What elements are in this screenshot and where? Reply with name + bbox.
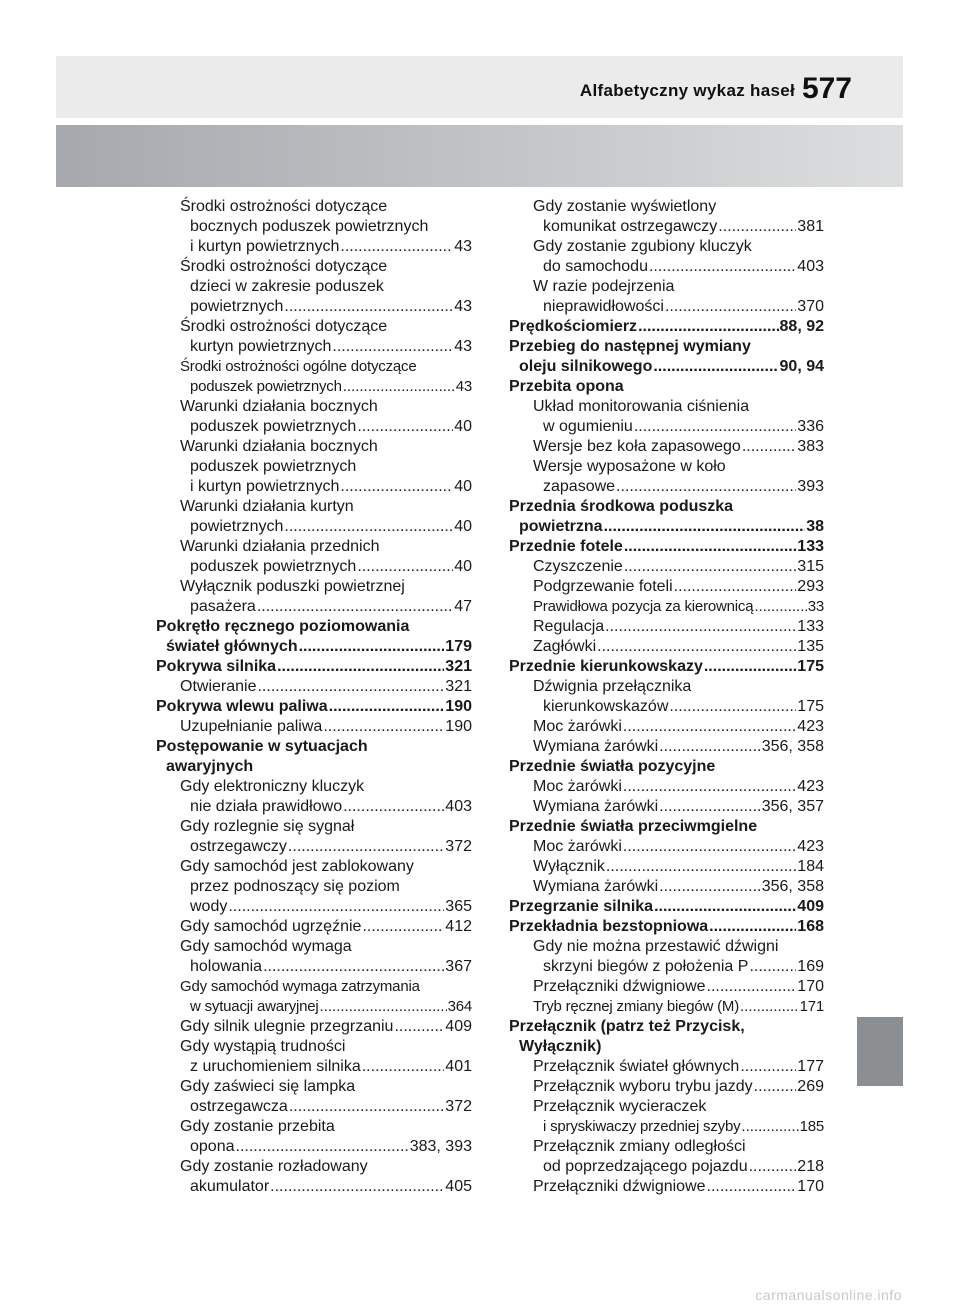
- entry-text: Gdy elektroniczny kluczyk: [180, 778, 365, 795]
- dot-leader: [362, 917, 444, 937]
- page-reference: 367: [445, 958, 472, 975]
- index-subentry: [156, 1157, 472, 1197]
- entry-text: Wyłącznik: [533, 858, 605, 875]
- entry-text: powietrznych: [190, 518, 284, 535]
- index-subentry: [509, 797, 824, 817]
- entry-text: holowania: [190, 958, 263, 975]
- dot-leader: [270, 1177, 444, 1197]
- page-reference: 135: [797, 638, 824, 655]
- index-subentry: [509, 997, 824, 1017]
- entry-text: nieprawidłowości: [543, 298, 664, 315]
- page-reference: 40: [454, 518, 472, 535]
- index-column-left: [156, 197, 472, 1197]
- index-subentry: [509, 857, 824, 877]
- index-subentry: [156, 437, 472, 497]
- dot-leader: [257, 677, 444, 697]
- entry-text: w sytuacji awaryjnej: [190, 998, 319, 1015]
- page-reference: 423: [797, 778, 824, 795]
- dot-leader: [604, 517, 806, 537]
- index-heading: [509, 897, 824, 917]
- entry-text: Wymiana żarówki: [533, 738, 659, 755]
- entry-text: Pokrywa wlewu paliwa: [156, 698, 328, 715]
- index-subentry: [509, 617, 824, 637]
- index-subentry: [509, 977, 824, 997]
- page-reference: 409: [445, 1018, 472, 1035]
- index-subentry: [156, 257, 472, 317]
- index-subentry: [156, 197, 472, 257]
- dot-leader: [362, 1057, 445, 1077]
- entry-text: i spryskiwaczy przedniej szyby: [543, 1118, 741, 1135]
- dot-leader: [236, 1137, 409, 1157]
- entry-text: Przekładnia bezstopniowa: [509, 918, 709, 935]
- index-subentry: [509, 837, 824, 857]
- dot-leader: [749, 1157, 797, 1177]
- page-reference: 184: [797, 858, 824, 875]
- page-reference: 133: [797, 618, 824, 635]
- page-reference: 47: [454, 598, 472, 615]
- dot-leader: [709, 917, 796, 937]
- page-reference: 33: [807, 598, 824, 615]
- entry-text: Prędkościomierz: [509, 318, 638, 335]
- index-heading: [509, 537, 824, 557]
- dot-leader: [320, 997, 447, 1017]
- page-reference: 381: [797, 218, 824, 235]
- entry-text: Przełącznik wycieraczek: [533, 1098, 707, 1115]
- dot-leader: [284, 517, 453, 537]
- page-reference: 43: [455, 378, 472, 395]
- dot-leader: [605, 617, 796, 637]
- entry-text: Warunki działania bocznych: [180, 398, 378, 415]
- dot-leader: [754, 597, 806, 617]
- entry-text: ostrzegawczy: [190, 838, 287, 855]
- dot-leader: [638, 317, 778, 337]
- entry-text: Przednie kierunkowskazy: [509, 658, 703, 675]
- page-reference: 393: [797, 478, 824, 495]
- index-subentry: [156, 717, 472, 737]
- index-heading: [509, 757, 824, 777]
- dot-leader: [623, 717, 796, 737]
- index-heading: [156, 697, 472, 717]
- entry-text: Gdy samochód wymaga zatrzymania: [180, 978, 420, 995]
- page-reference: 43: [454, 238, 472, 255]
- entry-text: Przebita opona: [509, 378, 624, 395]
- entry-text: Środki ostrożności ogólne dotyczące: [180, 358, 417, 375]
- index-subentry: [509, 937, 824, 977]
- entry-text: Przebieg do następnej wymiany: [509, 338, 751, 355]
- index-subentry: [156, 817, 472, 857]
- entry-text: Gdy samochód ugrzęźnie: [180, 918, 362, 935]
- page-reference: 405: [445, 1178, 472, 1195]
- dot-leader: [329, 697, 445, 717]
- entry-text: kierunkowskazów: [543, 698, 669, 715]
- page-reference: 169: [797, 958, 824, 975]
- page-reference: 372: [445, 838, 472, 855]
- entry-text: Pokrywa silnika: [156, 658, 277, 675]
- page-reference: 269: [797, 1078, 824, 1095]
- index-subentry: [509, 1177, 824, 1197]
- entry-text: Dźwignia przełącznika: [533, 678, 692, 695]
- index-subentry: [509, 637, 824, 657]
- entry-text: Wyłącznik poduszki powietrznej: [180, 578, 405, 595]
- dot-leader: [289, 1097, 444, 1117]
- entry-text: Postępowanie w sytuacjach: [156, 738, 368, 755]
- dot-leader: [228, 897, 444, 917]
- entry-text: Przełącznik (patrz też Przycisk,: [509, 1018, 745, 1035]
- entry-text: Uzupełnianie paliwa: [180, 718, 323, 735]
- index-heading: [156, 657, 472, 677]
- index-heading: [509, 917, 824, 937]
- index-heading: [509, 817, 824, 837]
- dot-leader: [740, 997, 799, 1017]
- entry-text: pasażera: [190, 598, 256, 615]
- page-reference: 38: [806, 518, 824, 535]
- index-subentry: [509, 1097, 824, 1137]
- footer-watermark: carmanualsonline.info: [755, 1287, 902, 1303]
- dot-leader: [624, 537, 796, 557]
- index-heading: [156, 737, 472, 777]
- entry-text: świateł głównych: [166, 638, 298, 655]
- entry-text: poduszek powietrznych: [190, 378, 342, 395]
- section-tab: [857, 1017, 903, 1086]
- entry-text: Gdy zostanie rozładowany: [180, 1158, 368, 1175]
- page-reference: 43: [454, 298, 472, 315]
- page-reference: 190: [445, 718, 472, 735]
- page-reference: 423: [797, 718, 824, 735]
- page-reference: 321: [445, 658, 472, 675]
- index-subentry: [509, 1057, 824, 1077]
- page-reference: 356, 357: [761, 798, 824, 815]
- index-subentry: [509, 277, 824, 317]
- entry-text: nie działa prawidłowo: [190, 798, 343, 815]
- index-subentry: [156, 1037, 472, 1077]
- dot-leader: [332, 337, 453, 357]
- entry-text: dzieci w zakresie poduszek: [190, 278, 384, 295]
- dot-leader: [277, 657, 444, 677]
- entry-text: Przełącznik zmiany odległości: [533, 1138, 746, 1155]
- entry-text: Gdy samochód jest zablokowany: [180, 858, 414, 875]
- index-subentry: [509, 437, 824, 457]
- dot-leader: [704, 657, 796, 677]
- index-subentry: [156, 917, 472, 937]
- entry-text: Moc żarówki: [533, 778, 622, 795]
- entry-text: powietrzna: [519, 518, 603, 535]
- index-subentry: [509, 717, 824, 737]
- entry-text: W razie podejrzenia: [533, 278, 675, 295]
- page-reference: 403: [445, 798, 472, 815]
- dot-leader: [357, 417, 453, 437]
- entry-text: Wersje wyposażone w koło: [533, 458, 726, 475]
- index-heading: [509, 337, 824, 377]
- dot-leader: [707, 1177, 797, 1197]
- dot-leader: [654, 897, 796, 917]
- index-subentry: [156, 1017, 472, 1037]
- entry-text: poduszek powietrznych: [190, 558, 357, 575]
- index-subentry: [156, 777, 472, 817]
- entry-text: Warunki działania przednich: [180, 538, 380, 555]
- index-subentry: [156, 577, 472, 617]
- index-subentry: [509, 557, 824, 577]
- page-reference: 383, 393: [409, 1138, 472, 1155]
- entry-text: Moc żarówki: [533, 838, 622, 855]
- entry-text: powietrznych: [190, 298, 284, 315]
- index-subentry: [156, 937, 472, 977]
- page-reference: 40: [454, 558, 472, 575]
- entry-text: Wymiana żarówki: [533, 878, 659, 895]
- entry-text: Czyszczenie: [533, 558, 623, 575]
- dot-leader: [749, 957, 796, 977]
- index-subentry: [156, 537, 472, 577]
- dot-leader: [288, 837, 444, 857]
- entry-text: Środki ostrożności dotyczące: [180, 198, 388, 215]
- entry-text: od poprzedzającego pojazdu: [543, 1158, 748, 1175]
- dot-leader: [754, 1077, 797, 1097]
- dot-leader: [707, 977, 797, 997]
- entry-text: Gdy nie można przestawić dźwigni: [533, 938, 779, 955]
- entry-text: Warunki działania bocznych: [180, 438, 378, 455]
- dot-leader: [624, 557, 796, 577]
- dot-leader: [659, 797, 761, 817]
- page-reference: 190: [445, 698, 472, 715]
- entry-text: komunikat ostrzegawczy: [543, 218, 718, 235]
- page-reference: 170: [797, 978, 824, 995]
- dot-leader: [343, 797, 444, 817]
- entry-text: wody: [190, 898, 228, 915]
- index-subentry: [156, 397, 472, 437]
- dot-leader: [623, 837, 796, 857]
- dot-leader: [659, 737, 761, 757]
- index-subentry: [509, 877, 824, 897]
- index-heading: [509, 317, 824, 337]
- index-subentry: [509, 197, 824, 237]
- entry-text: Moc żarówki: [533, 718, 622, 735]
- index-subentry: [156, 1117, 472, 1157]
- page-reference: 403: [797, 258, 824, 275]
- index-subentry: [509, 677, 824, 717]
- index-heading: [509, 1017, 824, 1057]
- index-subentry: [509, 737, 824, 757]
- index-subentry: [156, 977, 472, 1017]
- index-subentry: [509, 597, 824, 617]
- index-subentry: [156, 857, 472, 917]
- entry-text: i kurtyn powietrznych: [190, 478, 340, 495]
- entry-text: skrzyni biegów z położenia P: [543, 958, 749, 975]
- dot-leader: [649, 257, 796, 277]
- entry-text: przez podnoszący się poziom: [190, 878, 400, 895]
- index-column-right: [509, 197, 824, 1197]
- page-reference: 365: [445, 898, 472, 915]
- page-reference: 370: [797, 298, 824, 315]
- dot-leader: [674, 577, 797, 597]
- entry-text: kurtyn powietrznych: [190, 338, 332, 355]
- entry-text: Przełączniki dźwigniowe: [533, 1178, 706, 1195]
- page-reference: 315: [797, 558, 824, 575]
- entry-text: Gdy zaświeci się lampka: [180, 1078, 356, 1095]
- entry-text: Wymiana żarówki: [533, 798, 659, 815]
- entry-text: oleju silnikowego: [519, 358, 653, 375]
- index-subentry: [509, 457, 824, 497]
- entry-text: Przednia środkowa poduszka: [509, 498, 734, 515]
- page-reference: 168: [797, 918, 824, 935]
- dot-leader: [659, 877, 761, 897]
- page-reference: 321: [445, 678, 472, 695]
- dot-leader: [299, 637, 445, 657]
- index-subentry: [509, 577, 824, 597]
- dot-leader: [394, 1017, 444, 1037]
- dot-leader: [257, 597, 453, 617]
- index-subentry: [509, 777, 824, 797]
- entry-text: Przednie światła przeciwmgielne: [509, 818, 758, 835]
- index-subentry: [156, 677, 472, 697]
- page-reference: 401: [445, 1058, 472, 1075]
- page-reference: 364: [447, 998, 472, 1015]
- entry-text: Gdy samochód wymaga: [180, 938, 352, 955]
- entry-text: Przednie fotele: [509, 538, 623, 555]
- entry-text: do samochodu: [543, 258, 648, 275]
- dot-leader: [623, 777, 796, 797]
- entry-text: Gdy zostanie zgubiony kluczyk: [533, 238, 752, 255]
- page-reference: 336: [797, 418, 824, 435]
- dot-leader: [263, 957, 444, 977]
- entry-text: i kurtyn powietrznych: [190, 238, 340, 255]
- index-subentry: [509, 1077, 824, 1097]
- page-number: 577: [801, 72, 852, 105]
- entry-text: Gdy wystąpią trudności: [180, 1038, 346, 1055]
- dot-leader: [616, 477, 796, 497]
- page-reference: 90, 94: [779, 358, 824, 375]
- page-reference: 383: [797, 438, 824, 455]
- entry-text: Zagłówki: [533, 638, 597, 655]
- dot-leader: [343, 377, 455, 397]
- entry-text: Otwieranie: [180, 678, 257, 695]
- entry-text: z uruchomieniem silnika: [190, 1058, 361, 1075]
- entry-text: Przednie światła pozycyjne: [509, 758, 716, 775]
- entry-text: Prawidłowa pozycja za kierownicą: [533, 598, 754, 615]
- dot-leader: [284, 297, 453, 317]
- entry-text: Wyłącznik): [519, 1038, 602, 1055]
- page-title: Alfabetyczny wykaz haseł: [579, 81, 795, 100]
- page-reference: 175: [797, 698, 824, 715]
- header-band: [56, 125, 903, 187]
- entry-text: bocznych poduszek powietrznych: [190, 218, 429, 235]
- dot-leader: [742, 437, 796, 457]
- page-reference: 175: [797, 658, 824, 675]
- dot-leader: [357, 557, 453, 577]
- index-subentry: [509, 237, 824, 277]
- dot-leader: [665, 297, 796, 317]
- dot-leader: [340, 237, 453, 257]
- entry-text: zapasowe: [543, 478, 616, 495]
- entry-text: Tryb ręcznej zmiany biegów (M): [533, 998, 739, 1015]
- entry-text: Gdy silnik ulegnie przegrzaniu: [180, 1018, 394, 1035]
- entry-text: Przełącznik wyboru trybu jazdy: [533, 1078, 753, 1095]
- page-reference: 356, 358: [761, 738, 824, 755]
- entry-text: Regulacja: [533, 618, 605, 635]
- entry-text: Gdy rozlegnie się sygnał: [180, 818, 355, 835]
- entry-text: Przegrzanie silnika: [509, 898, 654, 915]
- index-subentry: [156, 357, 472, 397]
- page-reference: 43: [454, 338, 472, 355]
- dot-leader: [340, 477, 453, 497]
- page-reference: 293: [797, 578, 824, 595]
- entry-text: akumulator: [190, 1178, 270, 1195]
- page-reference: 170: [797, 1178, 824, 1195]
- entry-text: Przełączniki dźwigniowe: [533, 978, 706, 995]
- entry-text: w ogumieniu: [543, 418, 633, 435]
- entry-text: opona: [190, 1138, 235, 1155]
- dot-leader: [740, 1057, 796, 1077]
- entry-text: poduszek powietrznych: [190, 458, 357, 475]
- entry-text: Gdy zostanie przebita: [180, 1118, 335, 1135]
- entry-text: Gdy zostanie wyświetlony: [533, 198, 717, 215]
- entry-text: Środki ostrożności dotyczące: [180, 318, 388, 335]
- page-reference: 423: [797, 838, 824, 855]
- dot-leader: [323, 717, 444, 737]
- index-subentry: [509, 1137, 824, 1177]
- page-reference: 40: [454, 418, 472, 435]
- page-reference: 177: [797, 1058, 824, 1075]
- index-heading: [156, 617, 472, 657]
- page-reference: 179: [445, 638, 472, 655]
- page-reference: 185: [799, 1118, 824, 1135]
- dot-leader: [741, 1117, 798, 1137]
- dot-leader: [669, 697, 796, 717]
- page-reference: 409: [797, 898, 824, 915]
- entry-text: Warunki działania kurtyn: [180, 498, 354, 515]
- index-subentry: [156, 317, 472, 357]
- entry-text: poduszek powietrznych: [190, 418, 357, 435]
- page-reference: 171: [799, 998, 824, 1015]
- entry-text: awaryjnych: [166, 758, 254, 775]
- index-subentry: [156, 1077, 472, 1117]
- index-heading: [509, 657, 824, 677]
- entry-text: Środki ostrożności dotyczące: [180, 258, 388, 275]
- index-heading: [509, 377, 824, 397]
- index-heading: [509, 497, 824, 537]
- page-reference: 133: [797, 538, 824, 555]
- page-reference: 218: [797, 1158, 824, 1175]
- index-subentry: [509, 397, 824, 437]
- dot-leader: [653, 357, 778, 377]
- dot-leader: [634, 417, 796, 437]
- dot-leader: [718, 217, 796, 237]
- page-reference: 356, 358: [761, 878, 824, 895]
- entry-text: Układ monitorowania ciśnienia: [533, 398, 750, 415]
- page-reference: 88, 92: [779, 318, 824, 335]
- page-reference: 40: [454, 478, 472, 495]
- entry-text: Przełącznik świateł głównych: [533, 1058, 740, 1075]
- page-reference: 372: [445, 1098, 472, 1115]
- dot-leader: [606, 857, 796, 877]
- entry-text: Wersje bez koła zapasowego: [533, 438, 741, 455]
- dot-leader: [597, 637, 796, 657]
- entry-text: ostrzegawcza: [190, 1098, 288, 1115]
- entry-text: Pokrętło ręcznego poziomowania: [156, 618, 410, 635]
- entry-text: Podgrzewanie foteli: [533, 578, 673, 595]
- index-subentry: [156, 497, 472, 537]
- page-reference: 412: [445, 918, 472, 935]
